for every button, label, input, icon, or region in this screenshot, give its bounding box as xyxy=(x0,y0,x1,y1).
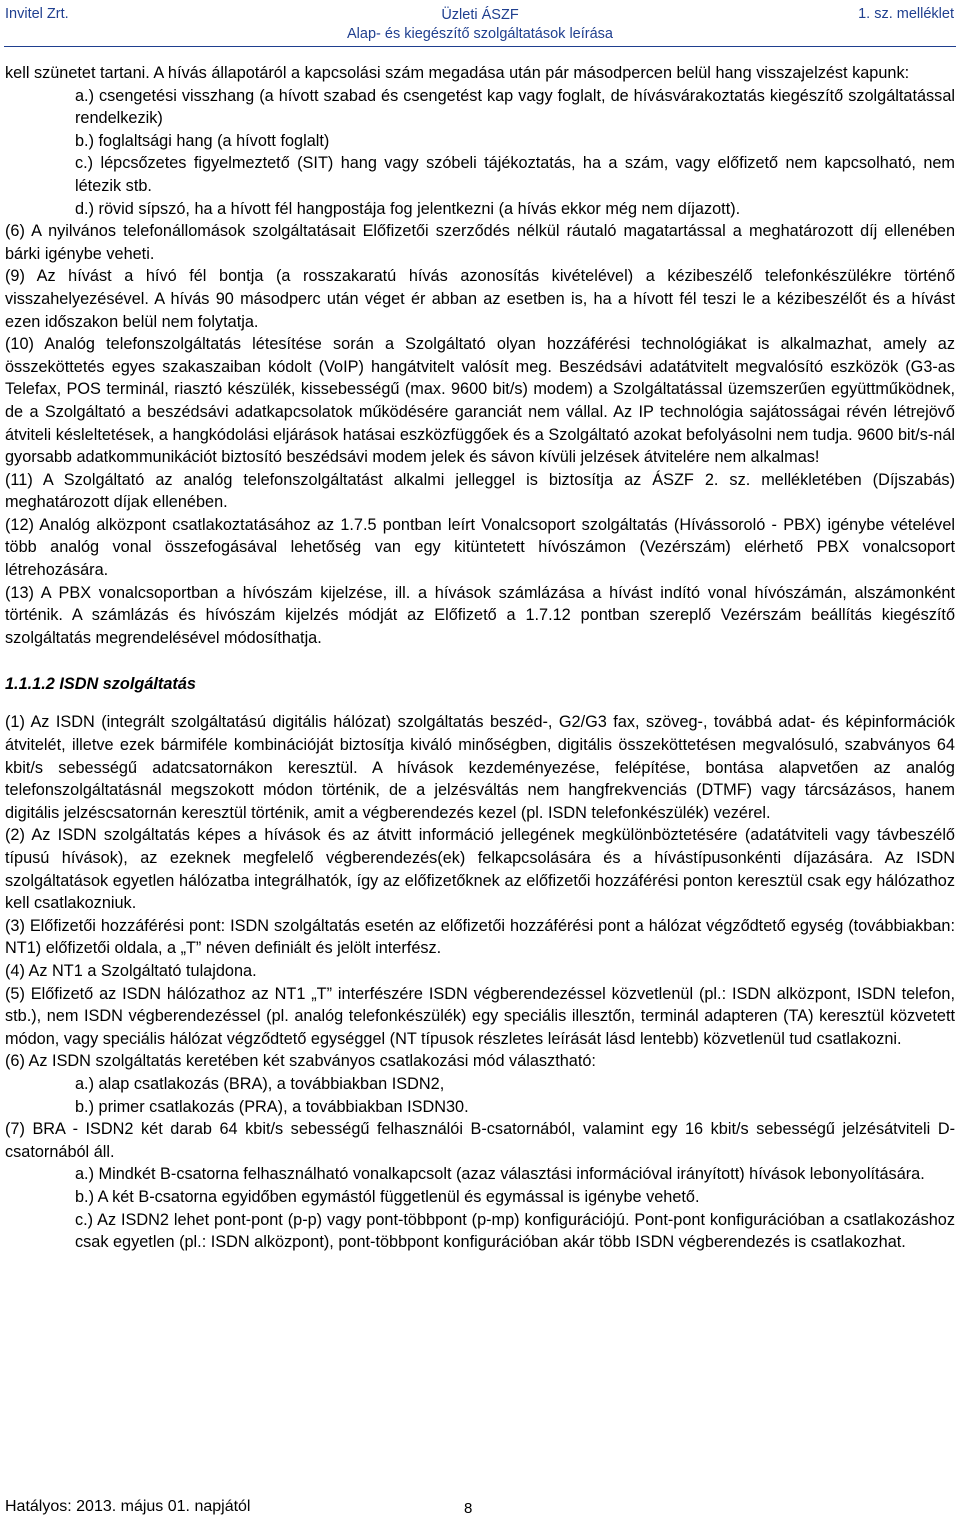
list-item: b.) primer csatlakozás (PRA), a továbbiakban ISDN30. xyxy=(75,1097,469,1116)
header-title-line2: Alap- és kiegészítő szolgáltatások leírása xyxy=(347,26,613,42)
paragraph: (10) Analóg telefonszolgáltatás létesítése során a Szolgáltató olyan hozzáférési technológiákat is alkalmazhat, amely az összeköttetés egyes szakaszaiban kódolt (VoIP) hangátvitelt valósít meg. Beszédsávi adatátvitelt megvalósító eszközök (G3-as Telefax, POS terminál, riasztó készülék, kissebességű (max. 9600 bit/s) modem) a Szolgáltatással üzemszerűen együttműködnek, de a Szolgáltató a beszédsávi adatkapcsolatok működésére garanciát nem vállal. Az IP technológia sajátosságai révén létrejövő átviteli késleltetések, a hangkódolási eljárások hatásai eszközfüggőek és a Szolgáltató azokat befolyásolni nem tudja. 9600 bit/s-nál gyorsabb adatkommunikációt biztosító beszédsávi modem jelek és sávon kívüli jelzések átvitelére nem alkalmas! xyxy=(5,335,955,467)
paragraph: (11) A Szolgáltató az analóg telefonszolgáltatást alkalmi jelleggel is biztosítja az ÁSZF 2. sz. mellékletében (Díjszabás) meghatározott díjak ellenében. xyxy=(5,470,955,512)
header-company: Invitel Zrt. xyxy=(5,6,69,22)
list-item: d.) rövid sípszó, ha a hívott fél hangpostája fog jelentkezni (a hívás ekkor még nem díjazott). xyxy=(75,199,741,218)
footer-effective-date: Hatályos: 2013. május 01. napjától xyxy=(5,1498,251,1515)
list-item: b.) foglaltsági hang (a hívott foglalt) xyxy=(75,131,330,150)
paragraph: (13) A PBX vonalcsoportban a hívószám kijelzése, ill. a hívások számlázása a hívást indító vonal hívószámán, alszámonként történik. A számlázás és hívószám kijelzés módját az Előfizető a 1.7.12 pontban szereplő Vezérszám beállítás kiegészítő szolgáltatás megrendelésével módosíthatja. xyxy=(5,583,955,647)
header-title-line1: Üzleti ÁSZF xyxy=(441,7,519,23)
paragraph: (2) Az ISDN szolgáltatás képes a hívások és az átvitt információ jellegének megkülönböztetésére (adatátviteli vagy távbeszélő típusú hívások), az ezeknek megfelelő végberendezés(ek) felkapcsolására és a hívástípusonkénti díjazására. Az ISDN szolgáltatások egyetlen hálózatba integrálhatók, így az előfizetőknek az előfizetői hozzáférési ponton keresztül csak egy hálózathoz kell csatlakozniuk. xyxy=(5,826,955,913)
paragraph: (3) Előfizetői hozzáférési pont: ISDN szolgáltatás esetén az előfizetői hozzáférési pont a hálózat végződtető egység (továbbiakban: NT1) előfizetői oldala, a „T” néven definiált és jelölt interfész. xyxy=(5,916,955,958)
paragraph: (4) Az NT1 a Szolgáltató tulajdona. xyxy=(5,961,257,980)
paragraph: (6) A nyilvános telefonállomások szolgáltatásait Előfizetői szerződés nélkül ráutaló magatartással a meghatározott díj ellenében bárki igénybe veheti. xyxy=(5,222,955,263)
header-title xyxy=(0,6,960,44)
header-annex: 1. sz. melléklet xyxy=(858,6,954,22)
paragraph: (1) Az ISDN (integrált szolgáltatású digitális hálózat) szolgáltatás beszéd-, G2/G3 fax, szöveg-, továbbá adat- és képinformációk átvitelét, illetve ezek bármiféle kombinációját biztosítja kiváló minőségben, digitális összeköttetésen megvalósuló, szabványos 64 kbit/s sebességű adatcsatornákon keresztül. A hívások kezdeményezése, felépítése, bontása alapvetően az analóg telefonszolgáltatásnál megszokott módon történik, de a jelzésváltás nem hangfrekvenciás (DTMF) vagy tárcsázásos, hanem digitális jelzéscsatornán keresztül történik, amit a végberendezés kezel (pl. ISDN telefonkészülék) vezérel. xyxy=(5,713,955,822)
spacer xyxy=(5,695,955,711)
page-header xyxy=(0,0,960,46)
list-item: a.) Mindkét B-csatorna felhasználható vonalkapcsolt (azaz választási információval irányított) hívások lebonyolítására. xyxy=(75,1165,925,1184)
list-item: c.) Az ISDN2 lehet pont-pont (p-p) vagy pont-többpont (p-mp) konfigurációjú. Pont-pont konfigurációban a csatlakozáshoz csak egyetlen (pl.: ISDN alközpont), pont-többpont konfigurációban akár több ISDN végberendezés is csatlakozhat. xyxy=(75,1210,955,1252)
paragraph: (6) Az ISDN szolgáltatás keretében két szabványos csatlakozási mód választható: xyxy=(5,1052,596,1071)
paragraph: (5) Előfizető az ISDN hálózathoz az NT1 „T” interfészére ISDN végberendezéssel közvetlenül (pl.: ISDN alközpont, ISDN telefon, stb.), nem ISDN végberendezéssel (pl. analóg telefonkészülék) egy speciális illesztőn, terminál adapteren (TA) keresztül közvetett módon, vagy speciális hálózat végződtető egységgel (NT típusok részletes leírását lásd lentebb) közvetlenül tud csatlakozni. xyxy=(5,984,955,1048)
list-item: a.) alap csatlakozás (BRA), a továbbiakban ISDN2, xyxy=(75,1074,445,1093)
paragraph: (7) BRA - ISDN2 két darab 64 kbit/s sebességű felhasználói B-csatornából, valamint egy 16 kbit/s sebességű jelzésátviteli D-csatornából áll. xyxy=(5,1120,955,1161)
paragraph: (9) Az hívást a hívó fél bontja (a rosszakaratú hívás azonosítás kivételével) a kézibeszélő telefonkészülékre történő visszahelyezésével. A hívás 90 másodperc után véget ér abban az esetben is, ha a hívott fél teszi le a kézibeszélőt és a hívást ezen időszakon belül nem folytatja. xyxy=(5,267,955,331)
list-item: b.) A két B-csatorna egyidőben egymástól függetlenül és egymással is igénybe vehető. xyxy=(75,1187,700,1206)
section-heading: 1.1.1.2 ISDN szolgáltatás xyxy=(5,675,196,694)
page-number: 8 xyxy=(464,1500,473,1517)
paragraph: kell szünetet tartani. A hívás állapotáról a kapcsolási szám megadása után pár másodpercen belül hang visszajelzést kapunk: xyxy=(5,64,910,82)
paragraph: (12) Analóg alközpont csatlakoztatásához az 1.7.5 pontban leírt Vonalcsoport szolgáltatás (Hívássoroló - PBX) igénybe vételével több analóg vonal összefogásával lehetőség van egy kitüntetett hívószámon (Vezérszám) elérhető PBX vonalcsoport létrehozására. xyxy=(5,515,955,580)
list-item: a.) csengetési visszhang (a hívott szabad és csengetést kap vagy foglalt, de hívásvárakoztatás kiegészítő szolgáltatással rendelkezik) xyxy=(75,86,955,128)
list-item: c.) lépcsőzetes figyelmeztető (SIT) hang vagy szóbeli tájékoztatás, ha a szám, vagy előfizető nem kapcsolható, nem létezik stb. xyxy=(75,154,955,195)
header-rule xyxy=(4,46,956,47)
document-body xyxy=(5,62,955,1254)
spacer xyxy=(5,649,955,673)
